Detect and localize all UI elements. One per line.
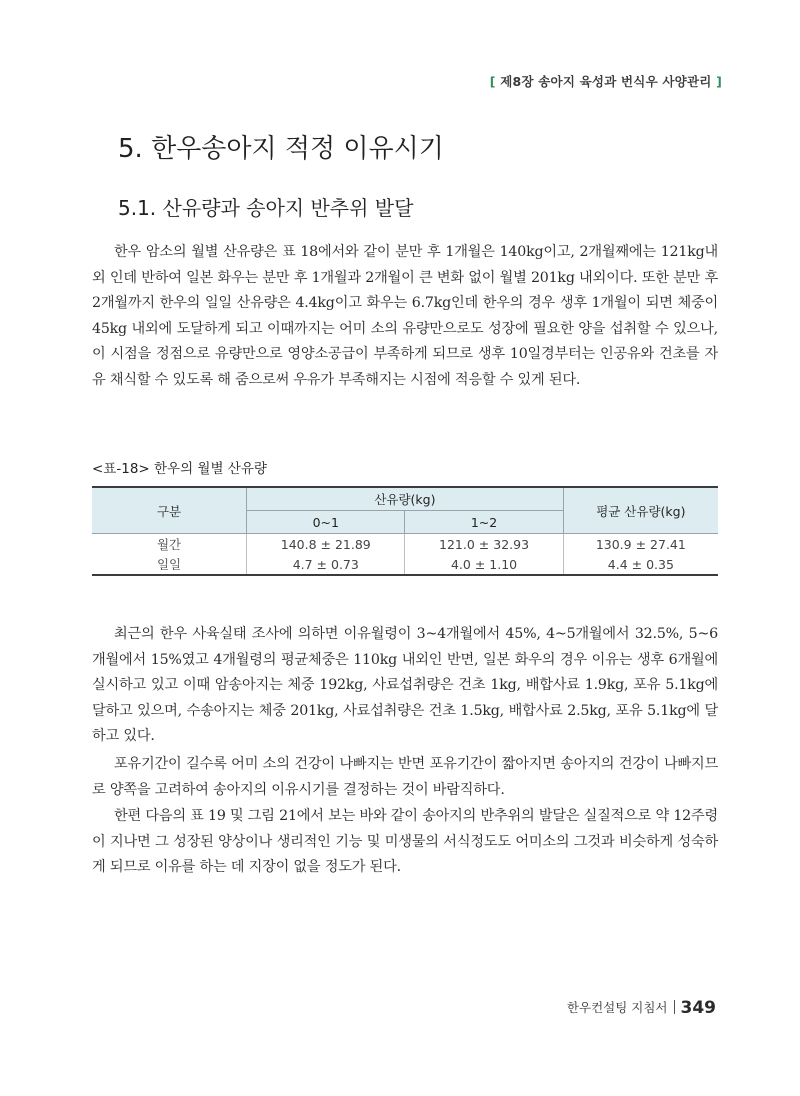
milk-yield-table <box>92 486 718 576</box>
table-row-daily <box>92 554 718 575</box>
footer-book-title: 한우컨설팅 지침서 <box>566 1000 668 1015</box>
table-cell-label: 일일 <box>156 557 182 572</box>
paragraph-milk-yield: 한우 암소의 월별 산유량은 표 18에서와 같이 분만 후 1개월은 140kg이고, 2개월째에는 121kg내외 인데 반하여 일본 화우는 분만 후 1개월과 2개월이 큰 변화 없이 월별 201kg 내외이다. 또한 분만 후 2개월까지 한우의 일일 산유량은 4.4kg이고 화우는 6.7kg인데 한우의 경우 생후 1개월이 되면 체중이 45kg 내외에 도달하게 되고 이때까지는 어미 소의 유량만으로도 성장에 필요한 양을 섭취할 수 있으나, 이 시점을 정점으로 유량만으로 영양소공급이 부족하게 되므로 생후 10일경부터는 인공유와 건초를 자유 채식할 수 있도록 해 줌으로써 우유가 부족해지는 시점에 적응할 수 있게 된다. <box>92 244 718 388</box>
header-bracket-open: [ <box>489 74 496 89</box>
subsection-title: 5.1. 산유량과 송아지 반추위 발달 <box>118 196 414 220</box>
page-number: 349 <box>680 998 716 1018</box>
table-cell-1-2: 121.0 ± 32.93 <box>405 534 563 555</box>
table-header-month-0-1: 0~1 <box>247 511 405 534</box>
table-header-yield-group: 산유량(kg) <box>247 487 564 511</box>
table-cell-0-1: 4.7 ± 0.73 <box>247 554 405 575</box>
table-cell-average: 4.4 ± 0.35 <box>563 554 718 575</box>
header-bracket-close: ] <box>716 74 722 89</box>
table-header-category: 구분 <box>92 487 247 534</box>
paragraph-weaning-age: 최근의 한우 사육실태 조사에 의하면 이유월령이 3~4개월에서 45%, 4~5개월에서 32.5%, 5~6개월에서 15%였고 4개월령의 평균체중은 110kg 내외인 반면, 일본 화우의 경우 이유는 생후 6개월에 실시하고 있고 이때 암송아지는 체중 192kg, 사료섭취량은 건초 1kg, 배합사료 1.9kg, 포유 5.1kg에 달하고 있으며, 수송아지는 체중 201kg, 사료섭취량은 건초 1.5kg, 배합사료 2.5kg, 포유 5.1kg에 달하고 있다. <box>92 626 718 745</box>
paragraph-nursing-period: 포유기간이 길수록 어미 소의 건강이 나빠지는 반면 포유기간이 짧아지면 송아지의 건강이 나빠지므로 양쪽을 고려하여 송아지의 이유시기를 결정하는 것이 바람직하다. <box>92 756 718 798</box>
table-cell-1-2: 4.0 ± 1.10 <box>405 554 563 575</box>
table-row-monthly <box>92 534 718 555</box>
table-caption: <표-18> 한우의 월별 산유량 <box>92 461 267 477</box>
table-header-average: 평균 산유량(kg) <box>563 487 718 534</box>
paragraph-rumen-development: 한편 다음의 표 19 및 그림 21에서 보는 바와 같이 송아지의 반추위의 발달은 실질적으로 약 12주령이 지나면 그 성장된 양상이나 생리적인 기능 및 미생물의 서식정도도 어미소의 그것과 비슷하게 성숙하게 되므로 이유를 하는 데 지장이 없을 정도가 된다. <box>92 808 718 876</box>
table-header-month-1-2: 1~2 <box>405 511 563 534</box>
header-chapter-text: 제8장 송아지 육성과 번식우 사양관리 <box>500 74 712 89</box>
page-footer <box>567 998 716 1018</box>
table-cell-label: 월간 <box>92 534 247 555</box>
running-header <box>490 72 722 90</box>
table-cell-average: 130.9 ± 27.41 <box>563 534 718 555</box>
section-title: 5. 한우송아지 적정 이유시기 <box>118 134 444 164</box>
table-cell-0-1: 140.8 ± 21.89 <box>247 534 405 555</box>
footer-divider <box>674 1000 675 1014</box>
